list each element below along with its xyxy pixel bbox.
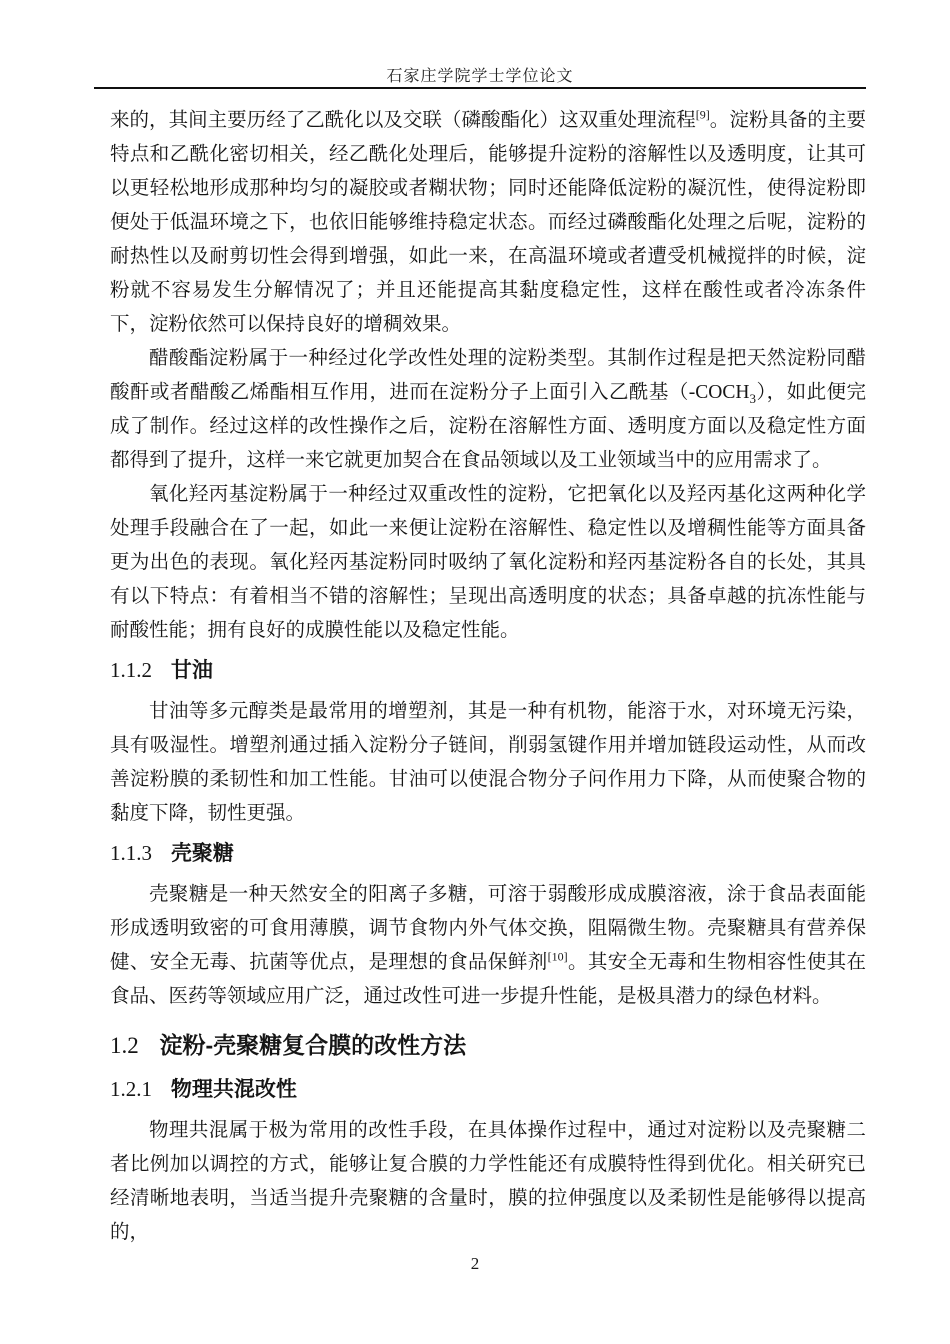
citation-superscript: [9] — [695, 107, 710, 122]
heading-number: 1.1.2 — [110, 658, 152, 682]
citation-superscript: [10] — [547, 949, 568, 964]
section-heading-1.1.2 — [110, 657, 866, 684]
paragraph — [110, 878, 866, 1014]
text-run: ），如此便完成了制作。经过这样的改性操作之后，淀粉在溶解性方面、透明度方面以及稳定性方面都得到了提升，这样一来它就更加契合在食品领域以及工业领域当中的应用需求了。 — [110, 382, 866, 471]
heading-title: 物理共混改性 — [170, 1078, 297, 1101]
text-run: 来的，其间主要历经了乙酰化以及交联（磷酸酯化）这双重处理流程 — [110, 110, 696, 131]
text-run: 壳聚糖是一种天然安全的阳离子多糖，可溶于弱酸形成成膜溶液，涂于食品表面能形成透明致密的可食用薄膜，调节食物内外气体交换，阻隔微生物。壳聚糖具有营养保健、安全无毒、抗菌等优点，是理想的食品保鲜剂 — [110, 884, 866, 973]
heading-title: 壳聚糖 — [170, 842, 234, 865]
paragraph — [110, 695, 866, 831]
chemical-subscript: 3 — [749, 390, 756, 406]
paragraph — [110, 342, 866, 478]
heading-number: 1.2 — [110, 1033, 139, 1058]
text-run: 。其安全无毒和生物相容性使其在食品、医药等领域应用广泛，通过改性可进一步提升性能，是极具潜力的绿色材料。 — [110, 952, 866, 1007]
page-header-title: 石家庄学院学士学位论文 — [386, 68, 574, 85]
section-heading-1.2 — [110, 1030, 866, 1061]
text-run: 物理共混属于极为常用的改性手段，在具体操作过程中，通过对淀粉以及壳聚糖二者比例加以调控的方式，能够让复合膜的力学性能还有成膜特性得到优化。相关研究已经清晰地表明，当适当提升壳聚糖的含量时，膜的拉伸强度以及柔韧性是能够得以提高的， — [110, 1120, 866, 1243]
text-run: 。淀粉具备的主要特点和乙酰化密切相关，经乙酰化处理后，能够提升淀粉的溶解性以及透明度，让其可以更轻松地形成那种均匀的凝胶或者糊状物；同时还能降低淀粉的凝沉性，使得淀粉即便处于低温环境之下，也依旧能够维持稳定状态。而经过磷酸酯化处理之后呢，淀粉的耐热性以及耐剪切性会得到增强，如此一来，在高温环境或者遭受机械搅拌的时候，淀粉就不容易发生分解情况了；并且还能提高其黏度稳定性，这样在酸性或者冷冻条件下，淀粉依然可以保持良好的增稠效果。 — [110, 110, 866, 335]
heading-number: 1.2.1 — [110, 1077, 152, 1101]
heading-number: 1.1.3 — [110, 841, 152, 865]
text-run: 甘油等多元醇类是最常用的增塑剂，其是一种有机物，能溶于水，对环境无污染，具有吸湿性。增塑剂通过插入淀粉分子链间，削弱氢键作用并增加链段运动性，从而改善淀粉膜的柔韧性和加工性能。甘油可以使混合物分子问作用力下降，从而使聚合物的黏度下降，韧性更强。 — [110, 701, 866, 824]
heading-title: 甘油 — [170, 659, 213, 682]
text-run: 氧化羟丙基淀粉属于一种经过双重改性的淀粉，它把氧化以及羟丙基化这两种化学处理手段融合在了一起，如此一来便让淀粉在溶解性、稳定性以及增稠性能等方面具备更为出色的表现。氧化羟丙基淀粉同时吸纳了氧化淀粉和羟丙基淀粉各自的长处，其具有以下特点：有着相当不错的溶解性；呈现出高透明度的状态；具备卓越的抗冻性能与耐酸性能；拥有良好的成膜性能以及稳定性能。 — [110, 484, 866, 641]
paragraph — [110, 104, 866, 342]
section-heading-1.1.3 — [110, 840, 866, 867]
text-run: 醋酸酯淀粉属于一种经过化学改性处理的淀粉类型。其制作过程是把天然淀粉同醋酸酐或者醋酸乙烯酯相互作用，进而在淀粉分子上面引入乙酰基（-COCH — [110, 348, 866, 403]
header-rule — [94, 87, 866, 89]
section-heading-1.2.1 — [110, 1076, 866, 1103]
document-body — [110, 104, 866, 1250]
paragraph — [110, 1114, 866, 1250]
page-number: 2 — [470, 1254, 480, 1273]
paragraph — [110, 478, 866, 648]
heading-title: 淀粉-壳聚糖复合膜的改性方法 — [159, 1032, 467, 1058]
